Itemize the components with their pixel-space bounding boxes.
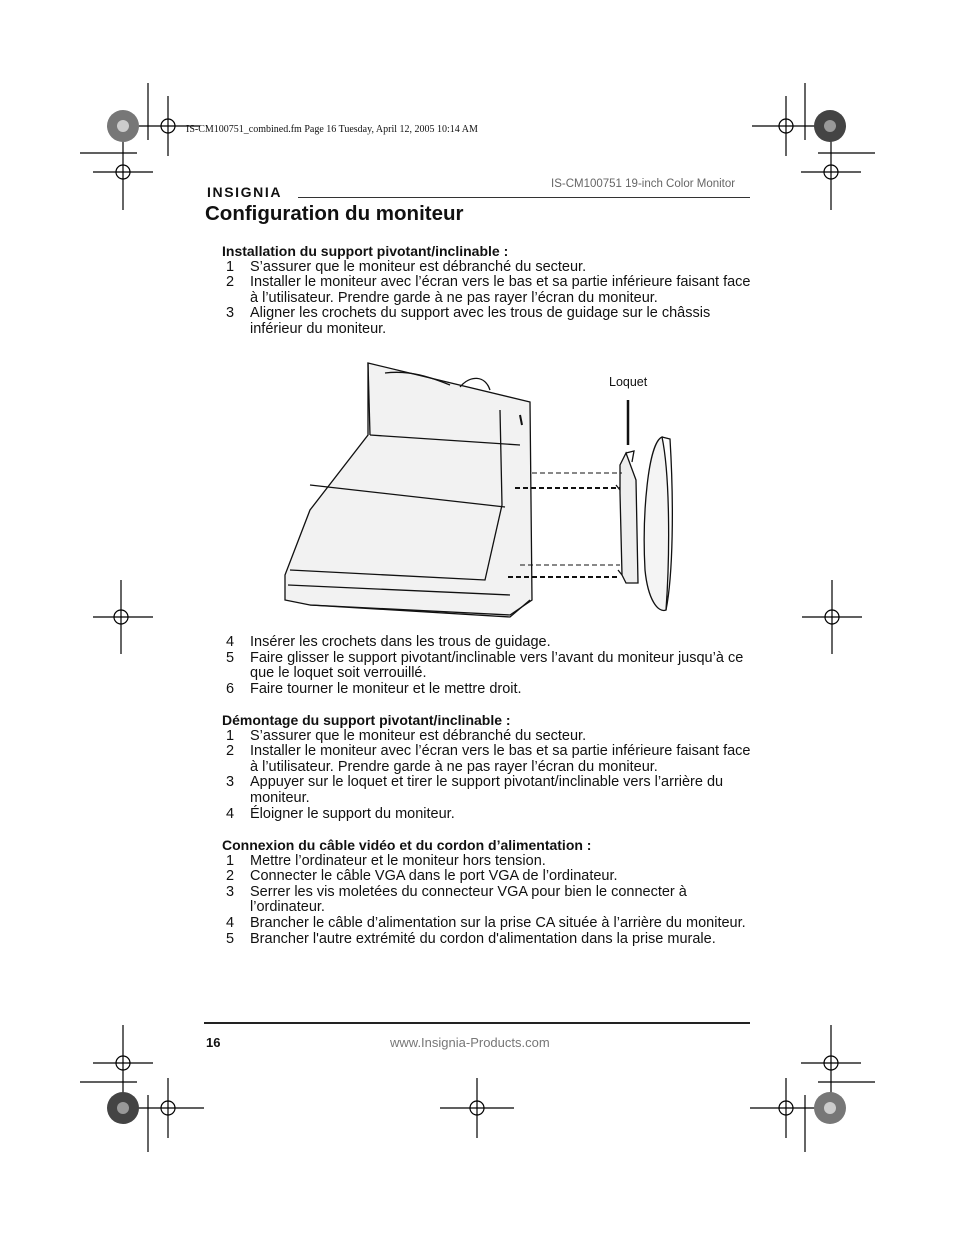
document-title: IS-CM100751 19-inch Color Monitor [551, 178, 736, 190]
header-rule [298, 197, 750, 198]
steps-list [222, 260, 762, 338]
list-item: 1 S’assurer que le moniteur est débranché du secteur. [226, 727, 587, 744]
removal-section [222, 713, 762, 822]
list-item: 5 Faire glisser le support pivotant/inclinable vers l’avant du moniteur jusqu’à ce que le loquet soit verrouillé. [226, 649, 744, 682]
brand-logo: INSIGNIA [207, 184, 283, 200]
page-number: 16 [206, 1035, 221, 1050]
list-item: 1 Mettre l’ordinateur et le moniteur hors tension. [226, 852, 546, 869]
list-item: 6 Faire tourner le moniteur et le mettre droit. [226, 680, 522, 697]
page-title: Configuration du moniteur [205, 202, 464, 225]
list-item: 5 Brancher l'autre extrémité du cordon d'alimentation dans la prise murale. [226, 930, 716, 947]
list-item: 2 Installer le moniteur avec l’écran vers le bas et sa partie inférieure faisant face à l’utilisateur. Prendre garde à ne pas rayer l’écran du moniteur. [226, 274, 751, 306]
section-heading: Installation du support pivotant/inclinable : [222, 243, 509, 259]
steps-list [222, 635, 762, 697]
list-item: 3 Serrer les vis moletées du connecteur VGA pour bien le connecter à l’ordinateur. [226, 883, 687, 916]
install-continued-section [222, 635, 762, 697]
steps-list [222, 729, 762, 823]
footer-rule [204, 1022, 750, 1024]
section-heading: Démontage du support pivotant/inclinable : [222, 712, 511, 728]
list-item: 3 Aligner les crochets du support avec les trous de guidage sur le châssis inférieur du moniteur. [226, 305, 711, 337]
list-item: 3 Appuyer sur le loquet et tirer le support pivotant/inclinable vers l’arrière du moniteur. [226, 774, 724, 806]
list-item: 2 Connecter le câble VGA dans le port VGA de l’ordinateur. [226, 868, 618, 885]
proof-line: IS-CM100751_combined.fm Page 16 Tuesday, April 12, 2005 10:14 AM [186, 124, 478, 135]
list-item: 4 Brancher le câble d’alimentation sur la prise CA située à l’arrière du moniteur. [226, 914, 746, 931]
list-item: 4 Insérer les crochets dans les trous de guidage. [226, 634, 551, 650]
install-section [222, 244, 762, 338]
list-item: 2 Installer le moniteur avec l’écran vers le bas et sa partie inférieure faisant face à l’utilisateur. Prendre garde à ne pas rayer l’écran du moniteur. [226, 743, 751, 775]
footer-url: www.Insignia-Products.com [390, 1035, 550, 1050]
stand-assembly-figure [270, 355, 690, 625]
latch-callout: Loquet [609, 375, 648, 389]
cable-section [222, 838, 762, 947]
section-heading: Connexion du câble vidéo et du cordon d’alimentation : [222, 837, 592, 853]
steps-list [222, 854, 762, 948]
list-item: 1 S’assurer que le moniteur est débranché du secteur. [226, 258, 587, 275]
list-item: 4 Éloigner le support du moniteur. [226, 805, 455, 822]
